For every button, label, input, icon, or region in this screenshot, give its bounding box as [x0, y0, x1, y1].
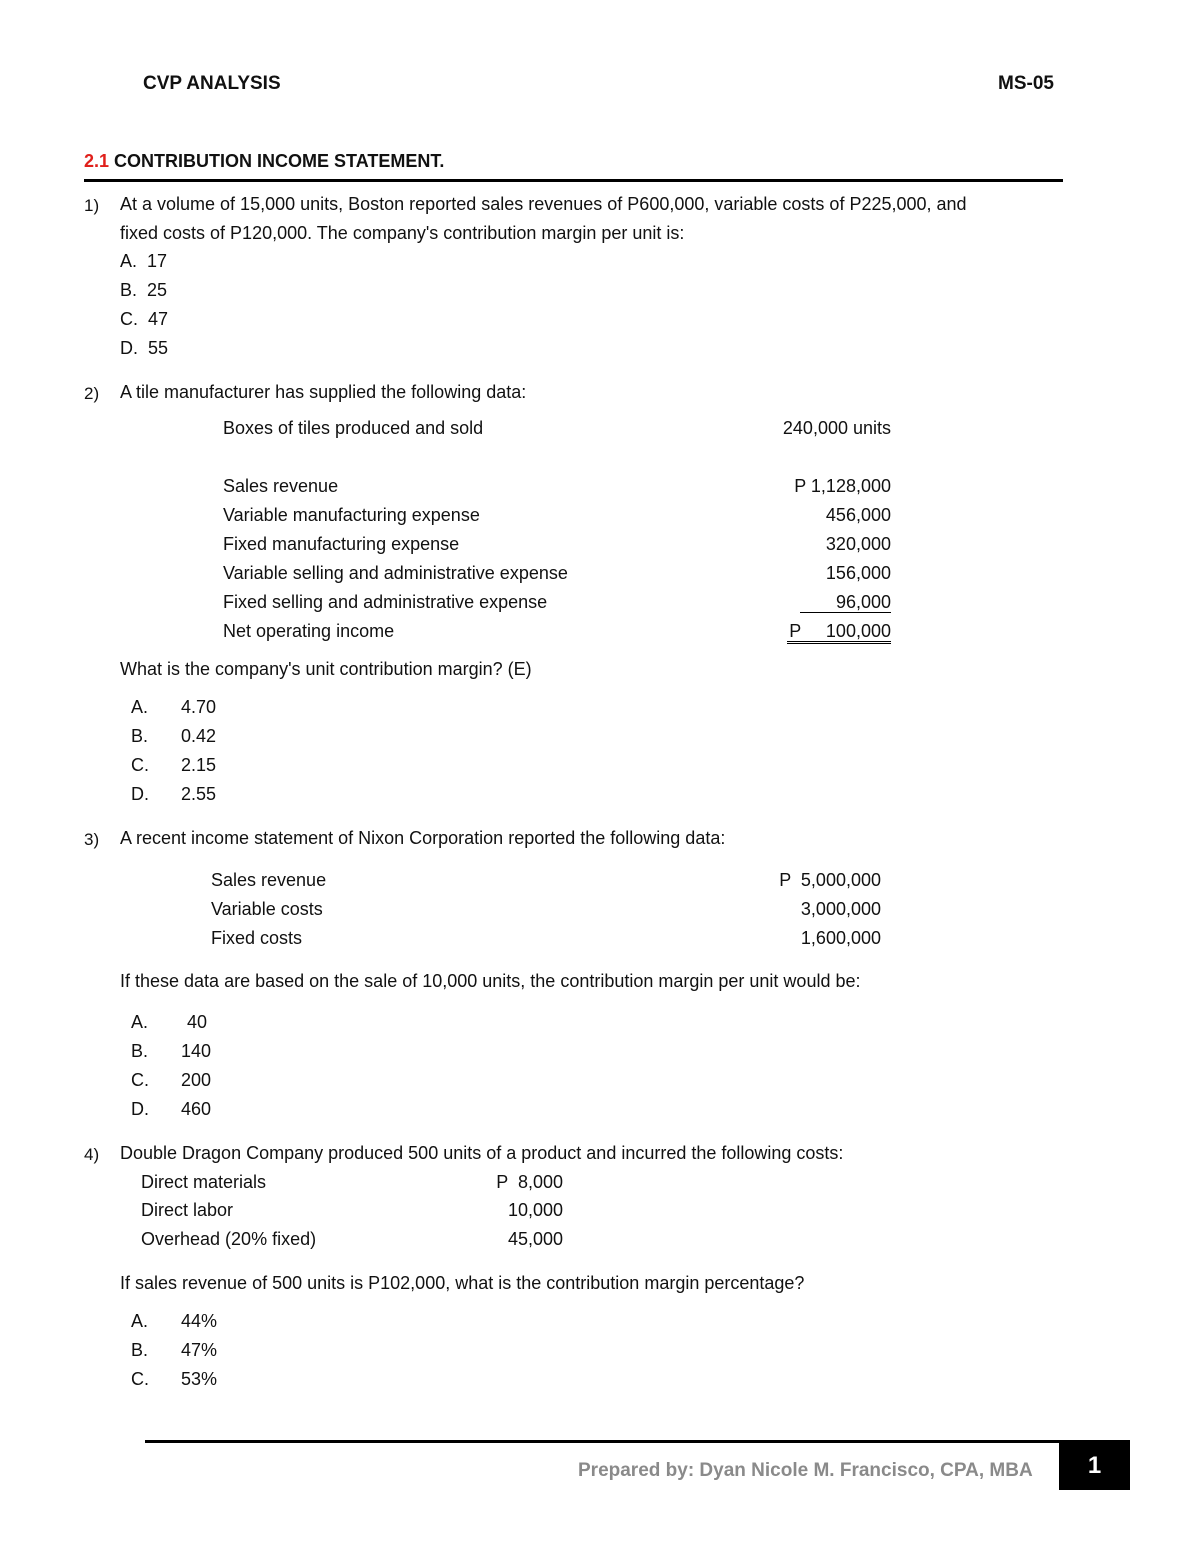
q2-row-value: P 1,128,000: [794, 476, 891, 496]
q2-row-label: Variable manufacturing expense: [223, 505, 480, 525]
choice-value: 460: [181, 1099, 212, 1119]
q2-intro: A tile manufacturer has supplied the following data:: [120, 382, 527, 402]
choice-value: 2.55: [181, 784, 217, 804]
choice-letter: B.: [131, 1340, 149, 1360]
q1-choice: [120, 276, 167, 305]
q4-question: If sales revenue of 500 units is P102,000, what is the contribution margin percentage?: [120, 1273, 805, 1293]
q3-question: If these data are based on the sale of 10,000 units, the contribution margin per unit would be:: [120, 971, 861, 991]
document-code: MS-05: [998, 73, 1054, 94]
q2-choice: [131, 780, 216, 809]
choice-value: 47: [148, 309, 169, 329]
q4-row-value: 45,000: [507, 1229, 563, 1249]
q1-choice: [120, 247, 167, 276]
q2-row-label: Fixed manufacturing expense: [223, 534, 460, 554]
prepared-by: Prepared by: Dyan Nicole M. Francisco, CPA, MBA: [578, 1460, 1033, 1481]
choice-value: 2.15: [181, 755, 217, 775]
q3-choice: [131, 1095, 211, 1124]
choice-letter: D.: [131, 1099, 149, 1119]
q1-choice: [120, 334, 168, 363]
q2-row-value: 320,000: [825, 534, 891, 554]
q1-text-line2: fixed costs of P120,000. The company's contribution margin per unit is:: [120, 223, 685, 243]
q2-row-value-total: P 100,000: [787, 621, 891, 644]
q3-row-value: 3,000,000: [800, 899, 881, 919]
q2-choice: [131, 722, 216, 751]
q2-row-value-underlined: 96,000: [800, 592, 891, 613]
q2-row-label: Sales revenue: [223, 476, 339, 496]
choice-value: 40: [187, 1012, 208, 1032]
document-title: CVP ANALYSIS: [143, 73, 281, 94]
choice-value: 53%: [181, 1369, 218, 1389]
q2-number: 2): [84, 384, 100, 403]
choice-value: 17: [147, 251, 168, 271]
section-heading: [84, 151, 444, 172]
choice-letter: C.: [131, 1369, 149, 1389]
q2-row-label: Net operating income: [223, 621, 395, 641]
q2-question: What is the company's unit contribution margin? (E): [120, 659, 532, 679]
q1-choice: [120, 305, 168, 334]
q2-row-label: Fixed selling and administrative expense: [223, 592, 548, 612]
choice-value: 55: [148, 338, 169, 358]
q4-intro: Double Dragon Company produced 500 units of a product and incurred the following costs:: [120, 1143, 844, 1163]
choice-value: 200: [181, 1070, 212, 1090]
q4-choice: [131, 1365, 217, 1394]
section-number: 2.1: [84, 151, 110, 171]
q3-row-value: 1,600,000: [800, 928, 881, 948]
choice-letter: A.: [131, 697, 149, 717]
footer-divider: [145, 1440, 1130, 1443]
q2-choice: [131, 693, 216, 722]
section-divider: [84, 179, 1063, 182]
choice-letter: C.: [131, 1070, 149, 1090]
q2-choice: [131, 751, 216, 780]
choice-value: 140: [181, 1041, 212, 1061]
q2-row-value: 456,000: [825, 505, 891, 525]
q3-choice: [131, 1008, 207, 1037]
q3-row-label: Variable costs: [211, 899, 323, 919]
q3-row-label: Sales revenue: [211, 870, 327, 890]
q4-number: 4): [84, 1145, 100, 1164]
choice-value: 44%: [181, 1311, 218, 1331]
q3-row-value: P 5,000,000: [779, 870, 881, 890]
q4-row-value: 10,000: [507, 1200, 563, 1220]
choice-value: 25: [147, 280, 168, 300]
choice-letter: D.: [120, 338, 138, 358]
q4-choice: [131, 1307, 217, 1336]
q2-row-value: 240,000 units: [782, 418, 891, 438]
q2-row-label: Boxes of tiles produced and sold: [223, 418, 484, 438]
choice-letter: B.: [120, 280, 138, 300]
q4-choice: [131, 1336, 217, 1365]
choice-letter: A.: [120, 251, 138, 271]
q3-intro: A recent income statement of Nixon Corporation reported the following data:: [120, 828, 726, 848]
choice-value: 47%: [181, 1340, 218, 1360]
q4-row-label: Direct labor: [141, 1200, 234, 1220]
q3-number: 3): [84, 830, 100, 849]
choice-letter: A.: [131, 1012, 149, 1032]
q1-number: 1): [84, 196, 100, 215]
choice-letter: B.: [131, 1041, 149, 1061]
q3-choice: [131, 1066, 211, 1095]
choice-letter: D.: [131, 784, 149, 804]
choice-letter: C.: [120, 309, 138, 329]
section-title: CONTRIBUTION INCOME STATEMENT.: [114, 151, 445, 171]
page-number: 1: [1059, 1441, 1130, 1490]
q4-row-value: P 8,000: [496, 1172, 563, 1192]
q1-text-line1: At a volume of 15,000 units, Boston reported sales revenues of P600,000, variable costs of P225,000, and: [120, 194, 967, 214]
q3-row-label: Fixed costs: [211, 928, 303, 948]
q3-choice: [131, 1037, 211, 1066]
q2-row-value: 156,000: [825, 563, 891, 583]
choice-letter: C.: [131, 755, 149, 775]
q4-row-label: Direct materials: [141, 1172, 267, 1192]
q2-row-label: Variable selling and administrative expense: [223, 563, 568, 583]
choice-letter: A.: [131, 1311, 149, 1331]
choice-value: 0.42: [181, 726, 217, 746]
choice-value: 4.70: [181, 697, 217, 717]
choice-letter: B.: [131, 726, 149, 746]
q4-row-label: Overhead (20% fixed): [141, 1229, 317, 1249]
